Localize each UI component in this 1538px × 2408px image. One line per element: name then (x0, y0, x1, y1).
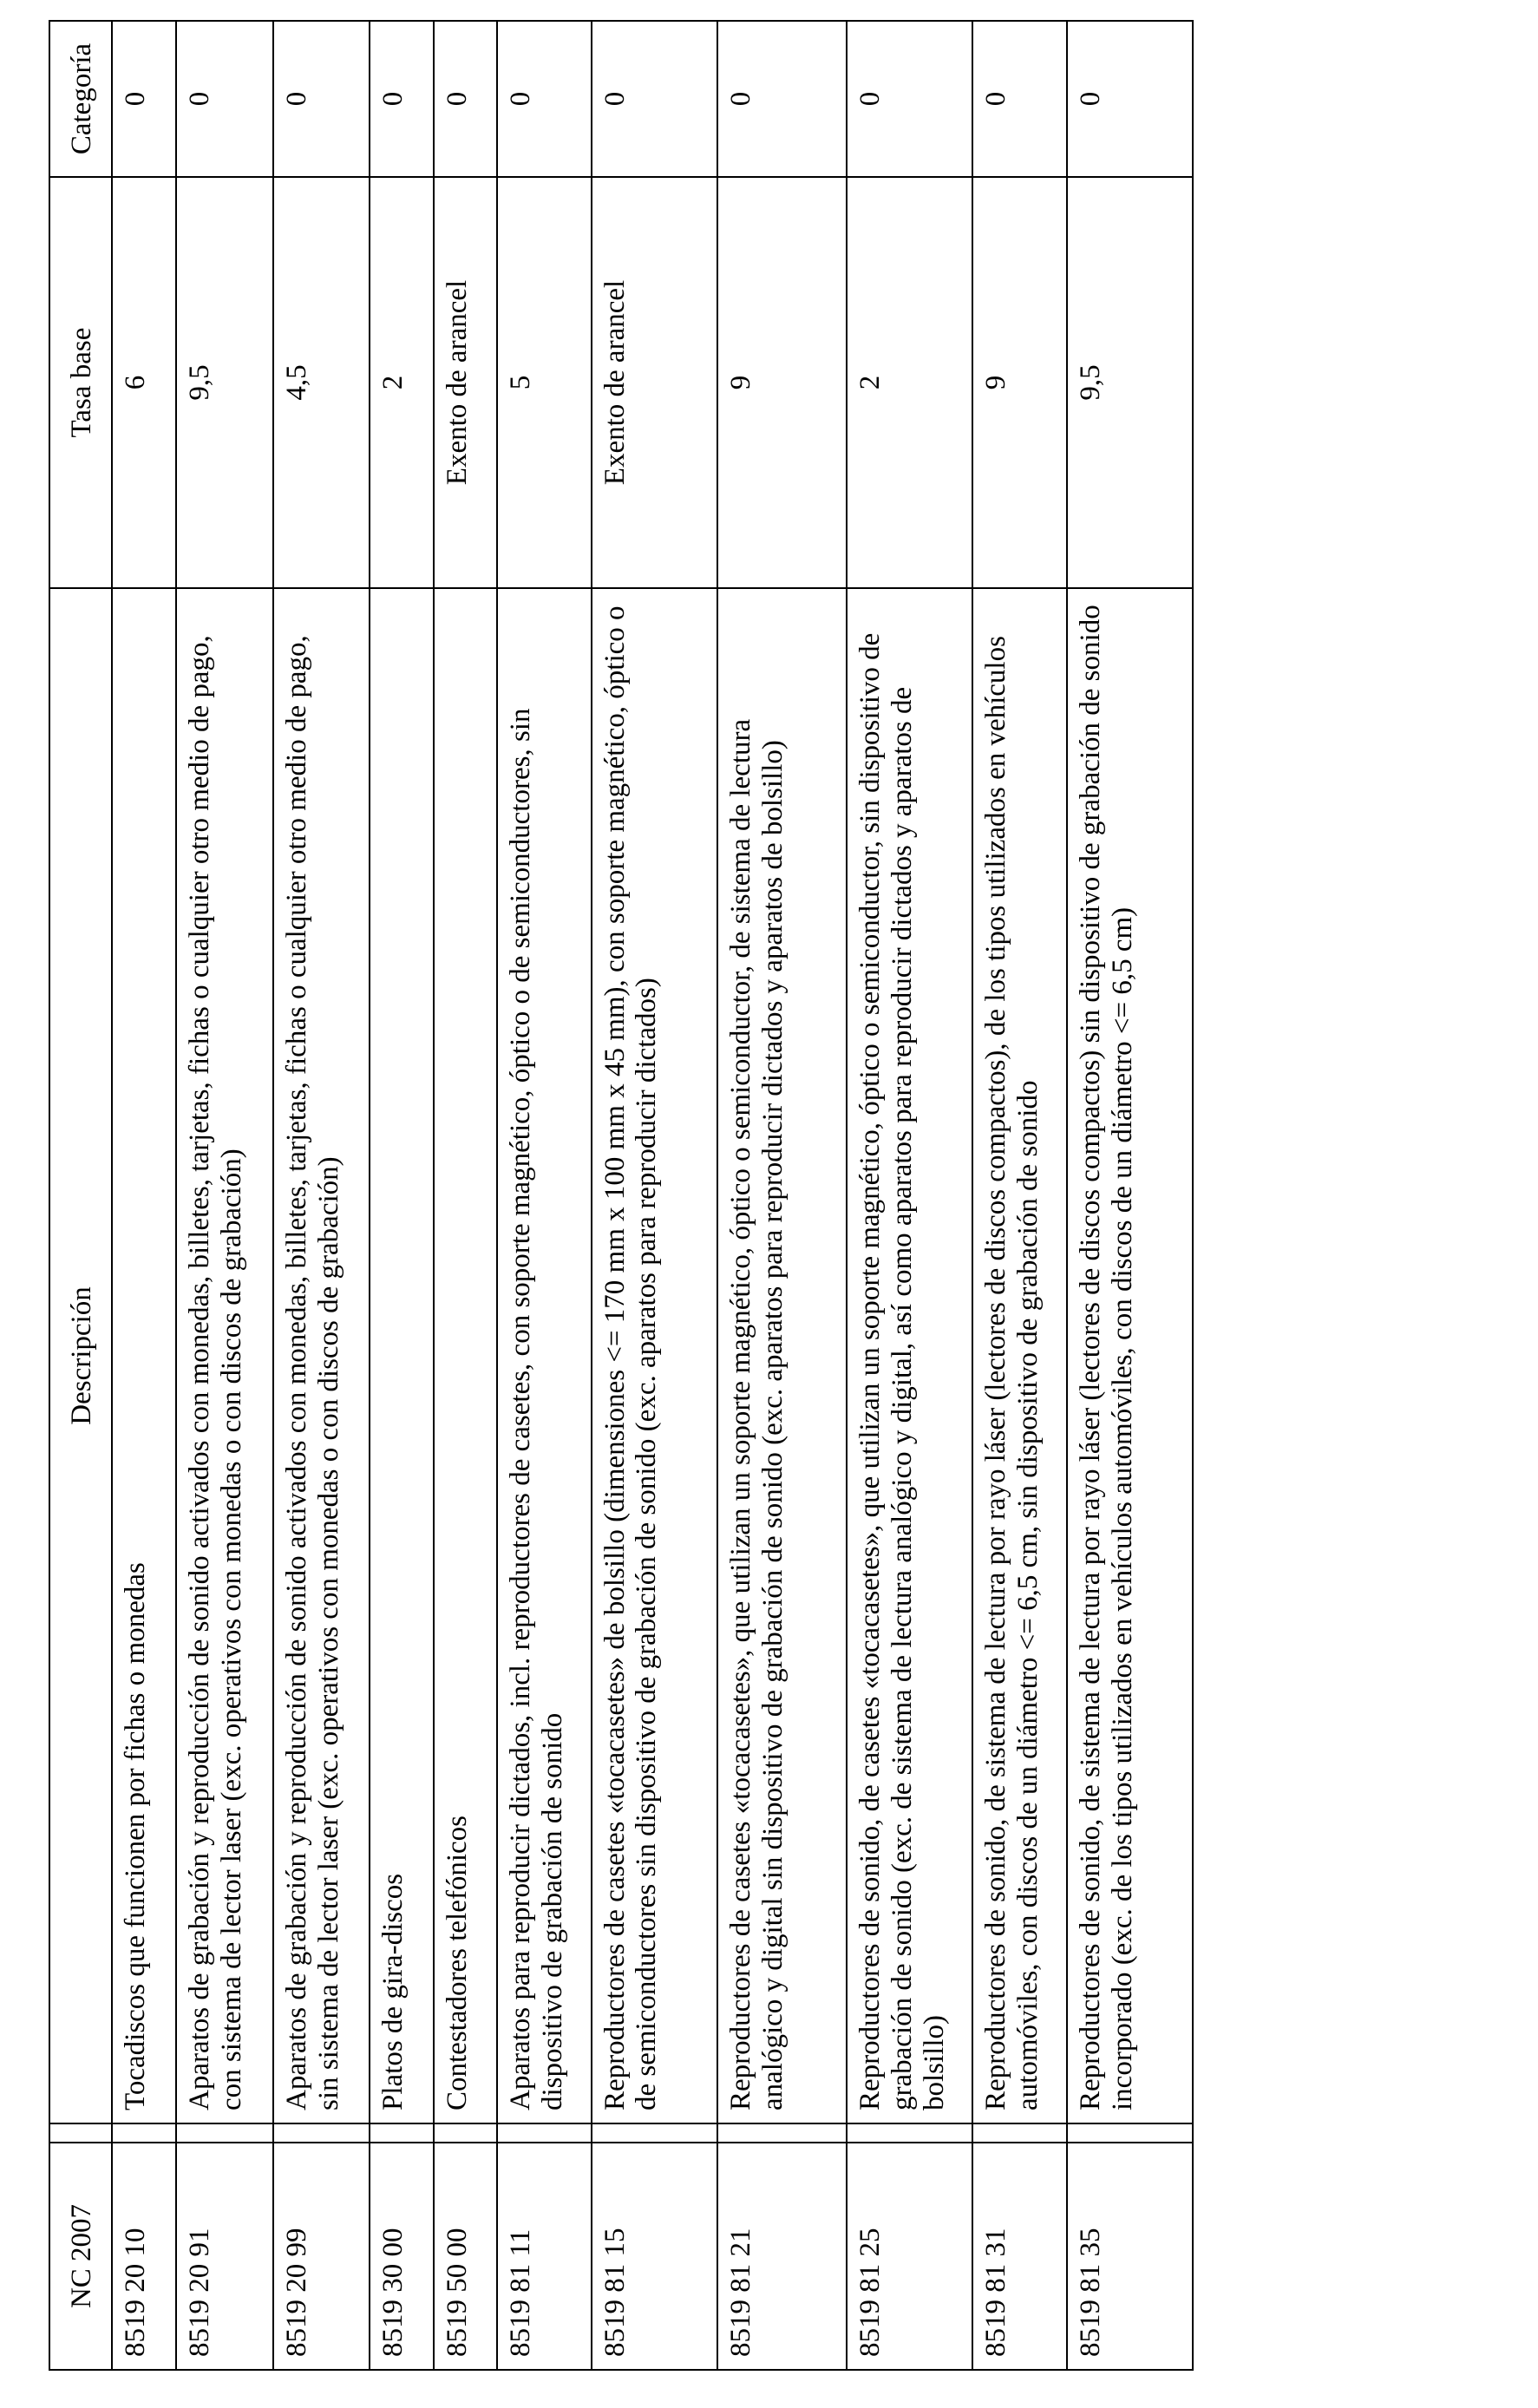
header-spacer (49, 2123, 112, 2143)
tariff-table (49, 20, 1194, 2371)
description-cell: Reproductores de sonido, de sistema de lectura por rayo láser (lectores de discos compactos) sin dispositivo de grabación de sonido incorporado (exc. de los tipos utilizados en vehículos automóviles, con discos de un diámetro <= 6,5 cm) (1067, 588, 1193, 2123)
rate-cell: 2 (370, 177, 434, 588)
description-cell: Aparatos para reproducir dictados, incl. reproductores de casetes, con soporte magnético, óptico o de semiconductores, sin dispositivo de grabación de sonido (497, 588, 591, 2123)
table-row (592, 21, 717, 2370)
table-row (847, 21, 972, 2370)
spacer-cell (273, 2123, 370, 2143)
table-row (972, 21, 1066, 2370)
header-nc-2007: NC 2007 (49, 2143, 112, 2370)
code-cell: 8519 81 21 (717, 2143, 848, 2370)
spacer-cell (112, 2123, 176, 2143)
description-cell: Aparatos de grabación y reproducción de sonido activados con monedas, billetes, tarjetas, fichas o cualquier otro medio de pago, con sistema de lector laser (exc. operativos con monedas o con discos de grabación) (176, 588, 274, 2123)
code-cell: 8519 30 00 (370, 2143, 434, 2370)
category-cell: 0 (592, 21, 717, 177)
description-cell: Reproductores de sonido, de casetes «tocacasetes», que utilizan un soporte magnético, óptico o semiconductor, sin dispositivo de grabación de sonido (exc. de sistema de lectura analógico y digital, así como aparatos para reproducir dictados y aparatos de bolsillo) (847, 588, 972, 2123)
spacer-cell (434, 2123, 498, 2143)
code-cell: 8519 20 91 (176, 2143, 274, 2370)
category-cell: 0 (434, 21, 498, 177)
rotated-table-container (49, 22, 1194, 2371)
description-cell: Contestadores telefónicos (434, 588, 498, 2123)
spacer-cell (176, 2123, 274, 2143)
header-categoria: Categoría (49, 21, 112, 177)
code-cell: 8519 81 25 (847, 2143, 972, 2370)
table-body (112, 21, 1193, 2370)
rate-cell: 4,5 (273, 177, 370, 588)
code-cell: 8519 50 00 (434, 2143, 498, 2370)
table-row (273, 21, 370, 2370)
spacer-cell (592, 2123, 717, 2143)
category-cell: 0 (717, 21, 848, 177)
category-cell: 0 (273, 21, 370, 177)
rate-cell: Exento de arancel (434, 177, 498, 588)
code-cell: 8519 20 99 (273, 2143, 370, 2370)
description-cell: Aparatos de grabación y reproducción de sonido activados con monedas, billetes, tarjetas, fichas o cualquier otro medio de pago, sin sistema de lector laser (exc. operativos con monedas o con discos de grabación) (273, 588, 370, 2123)
spacer-cell (1067, 2123, 1193, 2143)
table-row (176, 21, 274, 2370)
rate-cell: 2 (847, 177, 972, 588)
table-row (370, 21, 434, 2370)
rate-cell: 6 (112, 177, 176, 588)
description-cell: Reproductores de casetes «tocacasetes», que utilizan un soporte magnético, óptico o semiconductor, de sistema de lectura analógico y digital sin dispositivo de grabación de sonido (exc. aparatos para reproducir dictados y aparatos de bolsillo) (717, 588, 848, 2123)
table-row (434, 21, 498, 2370)
category-cell: 0 (1067, 21, 1193, 177)
rate-cell: 9,5 (176, 177, 274, 588)
code-cell: 8519 81 35 (1067, 2143, 1193, 2370)
spacer-cell (972, 2123, 1066, 2143)
table-row (112, 21, 176, 2370)
table-row (717, 21, 848, 2370)
spacer-cell (717, 2123, 848, 2143)
rate-cell: 9 (972, 177, 1066, 588)
code-cell: 8519 81 11 (497, 2143, 591, 2370)
description-cell: Platos de gira-discos (370, 588, 434, 2123)
category-cell: 0 (497, 21, 591, 177)
category-cell: 0 (112, 21, 176, 177)
category-cell: 0 (370, 21, 434, 177)
spacer-cell (497, 2123, 591, 2143)
code-cell: 8519 20 10 (112, 2143, 176, 2370)
table-row (1067, 21, 1193, 2370)
description-cell: Reproductores de sonido, de sistema de lectura por rayo láser (lectores de discos compactos), de los tipos utilizados en vehículos automóviles, con discos de un diámetro <= 6,5 cm, sin dispositivo de grabación de sonido (972, 588, 1066, 2123)
description-cell: Tocadiscos que funcionen por fichas o monedas (112, 588, 176, 2123)
rate-cell: 9 (717, 177, 848, 588)
rate-cell: 5 (497, 177, 591, 588)
category-cell: 0 (972, 21, 1066, 177)
rate-cell: 9,5 (1067, 177, 1193, 588)
spacer-cell (370, 2123, 434, 2143)
category-cell: 0 (176, 21, 274, 177)
header-descripcion: Descripción (49, 588, 112, 2123)
code-cell: 8519 81 31 (972, 2143, 1066, 2370)
spacer-cell (847, 2123, 972, 2143)
table-header-row (49, 21, 112, 2370)
code-cell: 8519 81 15 (592, 2143, 717, 2370)
table-row (497, 21, 591, 2370)
category-cell: 0 (847, 21, 972, 177)
description-cell: Reproductores de casetes «tocacasetes» de bolsillo (dimensiones <= 170 mm x 100 mm x 45 mm), con soporte magnético, óptico o de semiconductores sin dispositivo de grabación de sonido (exc. aparatos para reproducir dictados) (592, 588, 717, 2123)
rate-cell: Exento de arancel (592, 177, 717, 588)
header-tasa-base: Tasa base (49, 177, 112, 588)
